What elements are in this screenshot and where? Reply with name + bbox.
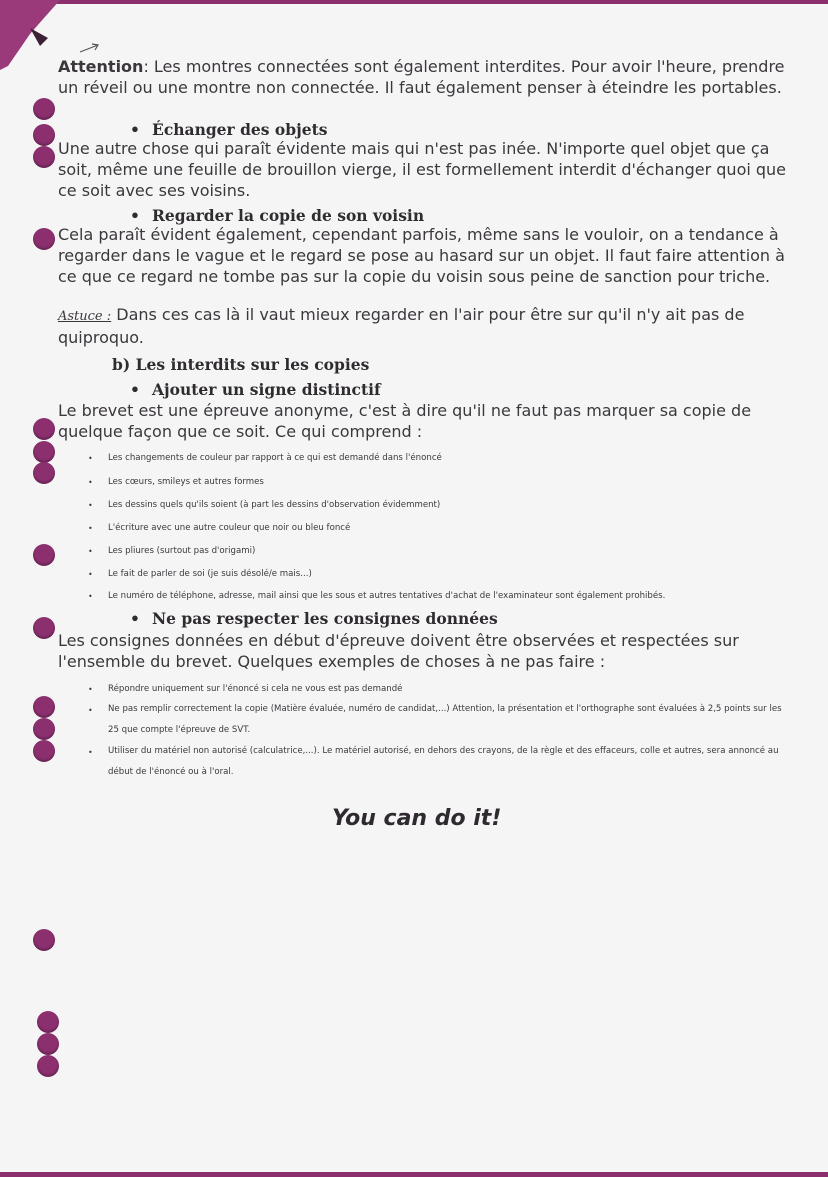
- heading-signe-title: Ajouter un signe distinctif: [152, 380, 381, 399]
- list-bullet: •: [88, 547, 93, 556]
- binder-hole: [33, 441, 55, 463]
- list-bullet: •: [88, 706, 93, 715]
- heading-regarder-title: Regarder la copie de son voisin: [152, 206, 425, 225]
- page-bottom-edge: [0, 1172, 828, 1177]
- list-item-text: Les pliures (surtout pas d'origami): [108, 546, 256, 556]
- consignes-paragraph: Les consignes données en début d'épreuve doivent être observées et respectées sur l'ensemble du brevet. Quelques exemples de choses à ne pas faire :: [58, 631, 739, 671]
- list-bullet: •: [88, 478, 93, 487]
- attention-text: : Les montres connectées sont également interdites. Pour avoir l'heure, prendre un réveil ou une montre non connectée. Il faut également penser à éteindre les portables.: [58, 57, 785, 97]
- list-item-text: Le fait de parler de soi (je suis désolé/e mais...): [108, 569, 312, 579]
- list-item-text: L'écriture avec une autre couleur que noir ou bleu foncé: [108, 523, 351, 533]
- signe-paragraph: Le brevet est une épreuve anonyme, c'est à dire qu'il ne faut pas marquer sa copie de quelque façon que ce soit. Ce qui comprend :: [58, 401, 752, 441]
- heading-echanger-title: Échanger des objets: [152, 120, 328, 139]
- heading-bullet: •: [130, 206, 140, 225]
- pen-mark-icon: [78, 42, 102, 54]
- binder-hole: [33, 418, 55, 440]
- binder-hole: [33, 617, 55, 639]
- regarder-paragraph: Cela paraît évident également, cependant parfois, même sans le vouloir, on a tendance à regarder dans le vague et le regard se pose au hasard sur un objet. Il faut faire attention à ce que ce regard ne tombe pas sur la copie du voisin sous peine de sanction pour triche.: [58, 225, 785, 286]
- list-item-text: Ne pas remplir correctement la copie (Matière évaluée, numéro de candidat,...) Attention, la présentation et l'orthographe sont évaluées à 2,5 points sur les 25 que compte l'épreuve de SVT.: [108, 704, 782, 735]
- list-bullet: •: [88, 570, 93, 579]
- attention-label: Attention: [58, 57, 144, 76]
- echanger-paragraph: Une autre chose qui paraît évidente mais qui n'est pas inée. N'importe quel objet que ça soit, même une feuille de brouillon vierge, il est formellement interdit d'échanger quoi que ce soit avec ses voisins.: [58, 139, 787, 200]
- list-item-text: Le numéro de téléphone, adresse, mail ainsi que les sous et autres tentatives d'achat de l'examinateur sont également prohibés.: [108, 591, 666, 601]
- list-item-text: Les cœurs, smileys et autres formes: [108, 477, 264, 487]
- astuce-paragraph: [58, 304, 788, 348]
- binder-hole: [33, 740, 55, 762]
- section-b-heading: b) Les interdits sur les copies: [112, 355, 370, 374]
- list-item-text: Les changements de couleur par rapport à ce qui est demandé dans l'énoncé: [108, 453, 442, 463]
- heading-regarder: [130, 206, 424, 225]
- heading-bullet: •: [130, 120, 140, 139]
- binder-hole: [33, 544, 55, 566]
- binder-hole: [33, 929, 55, 951]
- page-top-edge: [0, 0, 828, 4]
- binder-hole: [33, 696, 55, 718]
- heading-echanger: [130, 120, 327, 139]
- list-bullet: •: [88, 454, 93, 463]
- binder-hole: [33, 718, 55, 740]
- list-item-text: Utiliser du matériel non autorisé (calculatrice,...). Le matériel autorisé, en dehors des crayons, de la règle et des effaceurs, colle et autres, sera annoncé au début de l'énoncé ou à l'oral.: [108, 746, 779, 777]
- binder-hole: [33, 124, 55, 146]
- list-bullet: •: [88, 592, 93, 601]
- heading-consignes-title: Ne pas respecter les consignes données: [152, 609, 498, 628]
- closing-message: You can do it!: [332, 806, 502, 831]
- heading-signe: [130, 380, 381, 399]
- list-bullet: •: [88, 501, 93, 510]
- binder-hole: [37, 1033, 59, 1055]
- attention-paragraph: [58, 56, 788, 98]
- binder-hole: [33, 228, 55, 250]
- binder-hole: [37, 1011, 59, 1033]
- heading-bullet: •: [130, 609, 140, 628]
- heading-consignes: [130, 609, 498, 628]
- list-item-text: Répondre uniquement sur l'énoncé si cela ne vous est pas demandé: [108, 684, 403, 694]
- folded-corner-shape: [0, 0, 60, 70]
- binder-hole: [33, 462, 55, 484]
- list-bullet: •: [88, 524, 93, 533]
- astuce-label: Astuce :: [58, 309, 112, 324]
- list-bullet: •: [88, 685, 93, 694]
- binder-hole: [37, 1055, 59, 1077]
- astuce-text: Dans ces cas là il vaut mieux regarder en l'air pour être sur qu'il n'y ait pas de quiproquo.: [58, 305, 745, 347]
- heading-bullet: •: [130, 380, 140, 399]
- binder-hole: [33, 98, 55, 120]
- binder-hole: [33, 146, 55, 168]
- list-item-text: Les dessins quels qu'ils soient (à part les dessins d'observation évidemment): [108, 500, 441, 510]
- list-bullet: •: [88, 748, 93, 757]
